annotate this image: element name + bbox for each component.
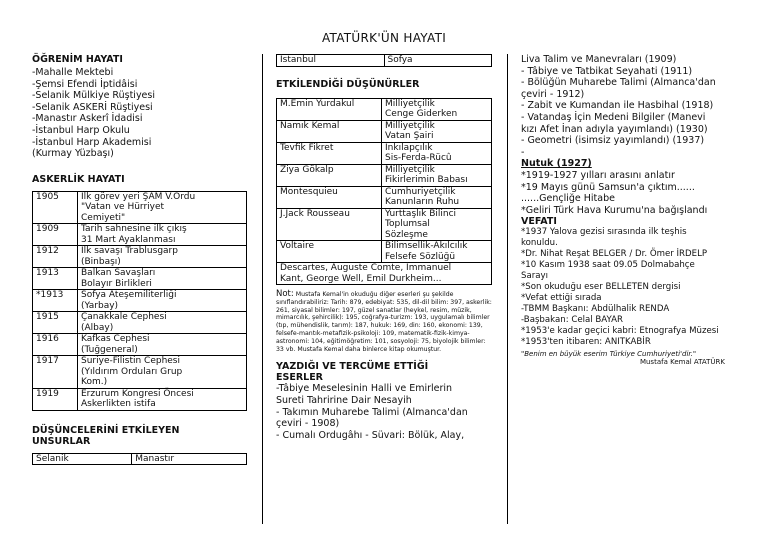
- event-cell: [78, 334, 247, 356]
- note-text: Mustafa Kemal'in okuduğu diğer eserleri şu şekilde sınıflandırabiliriz: Tarih: 879, edebiyat: 535, dil-dil bilim: 397, askerlik: 261, siyasal bilimler: 197, güzel sanatlar (heykel, resim, müzik, mimarcılık, şehircilik): 195, coğrafya-turizm: 193, uygulamalı bilimler (tıp, mühendislik, tarım): 187, hukuk: 169, din: 160, ekonomi: 139, felsefe-mantık-metafizik-psikoloji: 109, matematik-fizik-kimya-astronomi: 104, eğitimöğretim: 101, sosyoloji: 75, biyolojik bilimler: 33 vb. Mustafa Kemal daha binlerce kitap okumuştur.: [276, 291, 492, 353]
- table-row: [277, 142, 492, 164]
- cell-line: Suriye-Filistin Cephesi: [81, 356, 180, 367]
- heading-line: UNSURLAR: [32, 435, 91, 447]
- list-item: - Geometri (isimsiz yayımlandı) (1937): [521, 135, 705, 147]
- table-row: [33, 312, 247, 334]
- reading-note: [276, 291, 492, 353]
- thinker-cell: J.Jack Rousseau: [277, 208, 382, 241]
- event-cell: [78, 191, 247, 224]
- event-cell: [78, 356, 247, 389]
- note-label: Not:: [276, 289, 294, 299]
- cell-line: (Albay): [81, 322, 114, 333]
- cell-line: (Yıldırım Orduları Grup: [81, 366, 183, 377]
- list-item: *Geliri Türk Hava Kurumu'na bağışlandı: [521, 204, 708, 216]
- cell-line: Toplumsal: [385, 219, 430, 229]
- idea-cell: [382, 208, 492, 241]
- cell-line: 31 Mart Ayaklanması: [81, 234, 176, 245]
- cell-line: Milliyetçilik: [385, 164, 435, 175]
- cell-line: (Yarbay): [81, 300, 119, 311]
- table-row: [33, 246, 247, 268]
- cell-line: Sofya Ateşemiliterliği: [81, 290, 177, 301]
- cell-line: Bolayır Birlikleri: [81, 278, 152, 289]
- cell-line: (Tuğgeneral): [81, 344, 138, 355]
- list-item: - Cumalı Ordugâhı - Süvari: Bölük, Alay,: [276, 429, 465, 441]
- eserler-list: [276, 383, 492, 441]
- thinker-cell: Montesquieu: [277, 186, 382, 208]
- year-cell: *1913: [33, 290, 78, 312]
- list-item: Sarayı: [521, 271, 548, 282]
- etkilendigi-table: [276, 98, 492, 286]
- list-item: - Takımın Muharebe Talimi (Almanca'dan: [276, 406, 468, 418]
- list-item: *Vefat ettiği sırada: [521, 293, 602, 304]
- list-item: -Başbakan: Celal BAYAR: [521, 315, 623, 326]
- list-item: *Son okuduğu eser BELLETEN dergisi: [521, 282, 681, 293]
- column-right: [521, 54, 749, 366]
- cell-line: Kanunların Ruhu: [385, 197, 460, 207]
- table-row: [33, 453, 247, 465]
- list-item: kızı Afet İnan adıyla yayımlandı) (1930): [521, 123, 708, 135]
- cell-line: Sözleşme: [385, 229, 428, 240]
- column-left: [32, 54, 247, 465]
- cell-line: Balkan Savaşları: [81, 268, 156, 279]
- heading-line: ESERLER: [276, 372, 323, 384]
- eserler-heading: [276, 361, 492, 383]
- table-cell: İstanbul: [277, 55, 385, 67]
- cell-line: "Vatan ve Hürriyet: [81, 202, 165, 213]
- table-cell: Sofya: [384, 55, 492, 67]
- list-item: - Vatandaş İçin Medeni Bilgiler (Manevi: [521, 111, 706, 123]
- cell-line: İlk görev yeri ŞAM V.Ordu: [81, 191, 196, 202]
- list-item: (Kurmay Yüzbaşı): [32, 148, 114, 160]
- list-item: *1919-1927 yılları arasını anlatır: [521, 169, 675, 181]
- event-cell: [78, 224, 247, 246]
- ogrenim-heading: ÖĞRENİM HAYATI: [32, 54, 123, 65]
- list-item: -İstanbul Harp Okulu: [32, 124, 130, 136]
- thinker-cell: M.Emin Yurdakul: [277, 98, 382, 120]
- table-row: [277, 164, 492, 186]
- list-item: - Bölüğün Muharebe Talimi (Almanca'dan: [521, 77, 716, 89]
- page-title: ATATÜRK'ÜN HAYATI: [321, 31, 447, 45]
- eserler-list-continued: [521, 54, 749, 216]
- list-item: -Manastır Askerî İdadisi: [32, 113, 143, 125]
- event-cell: [78, 290, 247, 312]
- year-cell: 1917: [33, 356, 78, 389]
- year-cell: 1919: [33, 388, 78, 410]
- list-item: *10 Kasım 1938 saat 09.05 Dolmabahçe: [521, 260, 695, 271]
- table-row: [33, 191, 247, 224]
- table-row: [33, 224, 247, 246]
- askerlik-table: [32, 191, 247, 411]
- list-item: *1953'ten itibaren: ANITKABİR: [521, 337, 651, 348]
- table-row: [277, 120, 492, 142]
- table-row: [277, 98, 492, 120]
- cell-line: Cemiyeti": [81, 212, 126, 223]
- column-divider: [507, 54, 508, 524]
- list-item: - Zabit ve Kumandan ile Hasbihal (1918): [521, 100, 714, 112]
- cell-line: Sis-Ferda-Rücû: [385, 153, 452, 163]
- cell-line: Askerlikten istifa: [81, 399, 156, 410]
- year-cell: 1909: [33, 224, 78, 246]
- cell-line: Cenge Giderken: [385, 109, 458, 119]
- list-item: -Selanik Mülkiye Rüştiyesi: [32, 90, 155, 102]
- list-item: *1937 Yalova gezisi sırasında ilk teşhis: [521, 227, 687, 238]
- table-row: [277, 55, 492, 67]
- cell-line: Kom.): [81, 377, 108, 388]
- table-row: [277, 186, 492, 208]
- table-cell: Manastır: [132, 453, 247, 465]
- list-item: -Tâbiye Meselesinin Halli ve Emirlerin: [276, 383, 453, 395]
- vefati-list: [521, 227, 749, 348]
- table-row: [277, 263, 492, 285]
- cell-line: Bilimsellik-Akılcılık: [385, 241, 468, 251]
- list-item: çeviri - 1912): [521, 88, 585, 100]
- event-cell: [78, 312, 247, 334]
- nutuk-title: Nutuk (1927): [521, 158, 592, 170]
- list-item: - Tâbiye ve Tatbikat Seyahati (1911): [521, 65, 693, 77]
- list-item: konuldu.: [521, 238, 558, 249]
- year-cell: 1913: [33, 268, 78, 290]
- table-row: [33, 290, 247, 312]
- event-cell: [78, 388, 247, 410]
- list-item: -Şemsi Efendi İptidâisi: [32, 78, 138, 90]
- dusunce-heading: [32, 425, 247, 447]
- signature: Mustafa Kemal ATATÜRK: [639, 358, 725, 367]
- askerlik-heading: ASKERLİK HAYATI: [32, 173, 125, 185]
- table-row: [33, 356, 247, 389]
- cell-line: Milliyetçilik: [385, 120, 435, 131]
- list-item: Liva Talim ve Manevraları (1909): [521, 54, 677, 65]
- event-cell: [78, 246, 247, 268]
- cell-line: Kant, George Well, Emil Durkheim...: [280, 273, 442, 284]
- year-cell: 1912: [33, 246, 78, 268]
- heading-line: DÜŞÜNCELERİNİ ETKİLEYEN: [32, 424, 180, 436]
- dusunce-table-part1: [32, 453, 247, 466]
- list-item: -Mahalle Mektebi: [32, 67, 114, 78]
- idea-cell: [382, 164, 492, 186]
- cell-line: Erzurum Kongresi Öncesi: [81, 388, 194, 399]
- cell-line: Felsefe Sözlüğü: [385, 251, 456, 262]
- year-cell: 1916: [33, 334, 78, 356]
- cell-line: İnkılapçılık: [385, 142, 433, 153]
- cell-line: Fikirlerimin Babası: [385, 175, 468, 185]
- heading-line: YAZDIĞI VE TERCÜME ETTİĞİ: [276, 361, 429, 373]
- cell-line: Vatan Şairi: [385, 131, 434, 141]
- cell-line: Descartes, Auguste Comte, İmmanuel: [280, 263, 452, 273]
- nutuk-item: [521, 147, 749, 170]
- thinker-cell: Voltaire: [277, 241, 382, 263]
- idea-cell: [382, 241, 492, 263]
- quote: "Benim en büyük eserim Türkiye Cumhuriyeti'dir.": [521, 350, 697, 359]
- idea-cell: [382, 98, 492, 120]
- list-item: -İstanbul Harp Akademisi: [32, 136, 152, 148]
- table-row: [33, 268, 247, 290]
- list-item: -TBMM Başkanı: Abdülhalik RENDA: [521, 304, 670, 315]
- thinker-cell: Ziya Gökalp: [277, 164, 382, 186]
- cell-line: Milliyetçilik: [385, 98, 435, 109]
- list-item: çeviri - 1908): [276, 418, 340, 430]
- vefati-heading: VEFATI: [521, 216, 557, 228]
- other-thinkers-cell: [277, 263, 492, 285]
- cell-line: Kafkas Cephesi: [81, 334, 150, 345]
- list-item: -Selanik ASKERİ Rüştiyesi: [32, 101, 153, 113]
- idea-cell: [382, 120, 492, 142]
- thinker-cell: Tevfik Fikret: [277, 142, 382, 164]
- cell-line: İlk savaşı Trablusgarp: [81, 246, 178, 257]
- list-item: *19 Mayıs günü Samsun'a çıktım......: [521, 181, 695, 193]
- list-item: *1953'e kadar geçici kabri: Etnografya Müzesi: [521, 326, 719, 337]
- list-item: *Dr. Nihat Reşat BELGER / Dr. Ömer İRDELP: [521, 249, 708, 260]
- year-cell: 1915: [33, 312, 78, 334]
- table-row: [277, 241, 492, 263]
- cell-line: Cumhuriyetçilik: [385, 186, 456, 197]
- idea-cell: [382, 186, 492, 208]
- table-row: [277, 208, 492, 241]
- column-divider: [262, 54, 263, 524]
- event-cell: [78, 268, 247, 290]
- ogrenim-list: [32, 67, 247, 160]
- table-row: [33, 388, 247, 410]
- list-item: ......Gençliğe Hitabe: [521, 193, 615, 205]
- idea-cell: [382, 142, 492, 164]
- etkilendigi-heading: ETKİLENDİĞİ DÜŞÜNÜRLER: [276, 78, 420, 90]
- table-row: [33, 334, 247, 356]
- table-cell: Selanik: [33, 453, 132, 465]
- thinker-cell: Namık Kemal: [277, 120, 382, 142]
- cell-line: (Binbaşı): [81, 256, 121, 267]
- list-item: Sureti Tahririne Dair Nesayih: [276, 394, 412, 406]
- nutuk-prefix: -: [521, 146, 525, 158]
- dusunce-table-part2: [276, 54, 492, 67]
- cell-line: Tarih sahnesine ilk çıkış: [81, 224, 187, 235]
- year-cell: 1905: [33, 191, 78, 224]
- column-middle: [276, 54, 492, 441]
- cell-line: Yurttaşlık Bilinci: [385, 208, 457, 219]
- cell-line: Çanakkale Cephesi: [81, 312, 167, 323]
